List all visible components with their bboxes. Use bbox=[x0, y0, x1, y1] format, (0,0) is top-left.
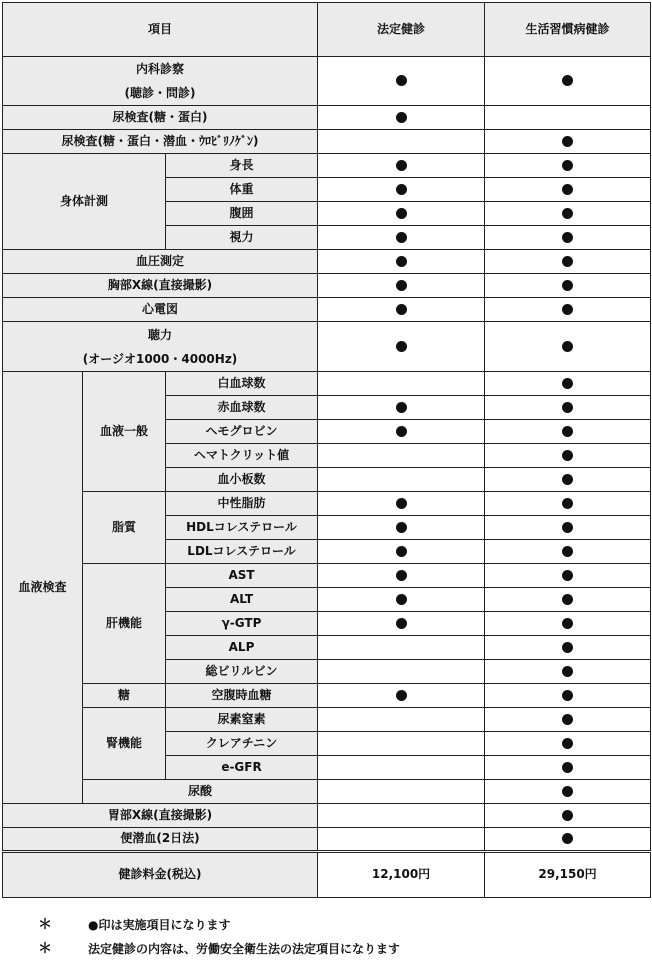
mark-cell bbox=[485, 226, 651, 250]
mark-cell bbox=[485, 154, 651, 178]
fee-legal: 12,100円 bbox=[318, 852, 485, 898]
fee-lifestyle: 29,150円 bbox=[485, 852, 651, 898]
check-dot-icon bbox=[562, 304, 573, 315]
check-dot-icon bbox=[396, 546, 407, 557]
check-dot-icon bbox=[562, 810, 573, 821]
check-dot-icon bbox=[562, 738, 573, 749]
header-item: 項目 bbox=[3, 3, 318, 57]
checkup-table bbox=[2, 2, 651, 898]
mark-cell bbox=[318, 154, 485, 178]
check-dot-icon bbox=[562, 666, 573, 677]
check-dot-icon bbox=[396, 426, 407, 437]
item-label: 血小板数 bbox=[166, 468, 318, 492]
item-label: e-GFR bbox=[166, 756, 318, 780]
mark-cell bbox=[318, 322, 485, 372]
check-dot-icon bbox=[562, 450, 573, 461]
check-dot-icon bbox=[562, 833, 573, 844]
mark-cell bbox=[318, 468, 485, 492]
row-label-hearing bbox=[3, 322, 318, 372]
check-dot-icon bbox=[562, 136, 573, 147]
mark-cell bbox=[485, 564, 651, 588]
mark-cell bbox=[318, 708, 485, 732]
check-dot-icon bbox=[562, 570, 573, 581]
check-dot-icon bbox=[396, 304, 407, 315]
check-dot-icon bbox=[396, 232, 407, 243]
mark-cell bbox=[318, 396, 485, 420]
mark-cell bbox=[485, 178, 651, 202]
item-label: ヘモグロビン bbox=[166, 420, 318, 444]
item-label: γ-GTP bbox=[166, 612, 318, 636]
mark-cell bbox=[318, 756, 485, 780]
mark-cell bbox=[318, 226, 485, 250]
mark-cell bbox=[318, 660, 485, 684]
check-dot-icon bbox=[396, 498, 407, 509]
mark-cell bbox=[485, 274, 651, 298]
check-dot-icon bbox=[562, 618, 573, 629]
mark-cell bbox=[485, 660, 651, 684]
mark-cell bbox=[485, 588, 651, 612]
mark-cell bbox=[485, 106, 651, 130]
check-dot-icon bbox=[562, 280, 573, 291]
check-dot-icon bbox=[562, 498, 573, 509]
check-dot-icon bbox=[396, 594, 407, 605]
item-label: 中性脂肪 bbox=[166, 492, 318, 516]
mark-cell bbox=[318, 492, 485, 516]
check-dot-icon bbox=[396, 402, 407, 413]
item-label: LDLコレステロール bbox=[166, 540, 318, 564]
row-label-bp: 血圧測定 bbox=[3, 250, 318, 274]
mark-cell bbox=[485, 396, 651, 420]
hearing-line1: 聴力 bbox=[148, 327, 173, 342]
mark-cell bbox=[318, 57, 485, 106]
item-label: 腹囲 bbox=[166, 202, 318, 226]
check-dot-icon bbox=[396, 570, 407, 581]
check-dot-icon bbox=[562, 160, 573, 171]
mark-cell bbox=[485, 516, 651, 540]
check-dot-icon bbox=[396, 618, 407, 629]
row-label-stool: 便潜血(2日法) bbox=[3, 828, 318, 852]
mark-cell bbox=[318, 780, 485, 804]
item-label: 総ビリルビン bbox=[166, 660, 318, 684]
row-label-naika bbox=[3, 57, 318, 106]
mark-cell bbox=[485, 492, 651, 516]
mark-cell bbox=[318, 612, 485, 636]
mark-cell bbox=[485, 130, 651, 154]
mark-cell bbox=[485, 756, 651, 780]
mark-cell bbox=[318, 828, 485, 852]
check-dot-icon bbox=[562, 762, 573, 773]
mark-cell bbox=[485, 298, 651, 322]
mark-cell bbox=[318, 202, 485, 226]
check-dot-icon bbox=[396, 75, 407, 86]
mark-cell bbox=[485, 202, 651, 226]
item-label: 体重 bbox=[166, 178, 318, 202]
mark-cell bbox=[485, 468, 651, 492]
mark-cell bbox=[318, 298, 485, 322]
hearing-line2: (オージオ1000・4000Hz) bbox=[82, 351, 238, 366]
mark-cell bbox=[485, 636, 651, 660]
footnote bbox=[38, 936, 400, 960]
fee-label: 健診料金(税込) bbox=[3, 852, 318, 898]
mark-cell bbox=[485, 780, 651, 804]
mark-cell bbox=[318, 274, 485, 298]
naika-line2: (聴診・問診) bbox=[124, 86, 196, 100]
naika-line1: 内科診察 bbox=[136, 62, 185, 76]
check-dot-icon bbox=[562, 232, 573, 243]
check-dot-icon bbox=[562, 184, 573, 195]
item-label: 身長 bbox=[166, 154, 318, 178]
footnotes bbox=[38, 912, 400, 960]
mark-cell bbox=[485, 322, 651, 372]
check-dot-icon bbox=[396, 184, 407, 195]
row-label-urine2: 尿検査(糖・蛋白・潜血・ｳﾛﾋﾞﾘﾉｹﾞﾝ) bbox=[3, 130, 318, 154]
check-dot-icon bbox=[562, 786, 573, 797]
mark-cell bbox=[485, 250, 651, 274]
check-dot-icon bbox=[396, 256, 407, 267]
check-dot-icon bbox=[562, 75, 573, 86]
footnote-text: 法定健診の内容は、労働安全衛生法の法定項目になります bbox=[88, 941, 401, 956]
mark-cell bbox=[318, 178, 485, 202]
item-label: ALP bbox=[166, 636, 318, 660]
check-dot-icon bbox=[562, 474, 573, 485]
mark-cell bbox=[318, 684, 485, 708]
mark-cell bbox=[318, 564, 485, 588]
mark-cell bbox=[318, 636, 485, 660]
check-dot-icon bbox=[562, 402, 573, 413]
check-dot-icon bbox=[562, 594, 573, 605]
check-dot-icon bbox=[562, 522, 573, 533]
mark-cell bbox=[318, 130, 485, 154]
mark-cell bbox=[485, 420, 651, 444]
row-label-ecg: 心電図 bbox=[3, 298, 318, 322]
check-dot-icon bbox=[562, 341, 573, 352]
item-label: AST bbox=[166, 564, 318, 588]
mark-cell bbox=[485, 708, 651, 732]
mark-cell bbox=[318, 250, 485, 274]
check-dot-icon bbox=[562, 714, 573, 725]
check-dot-icon bbox=[562, 690, 573, 701]
check-dot-icon bbox=[396, 690, 407, 701]
check-dot-icon bbox=[562, 208, 573, 219]
footnote bbox=[38, 912, 400, 936]
footnote-text: ●印は実施項目になります bbox=[88, 917, 231, 932]
asterisk-mark: ＊ bbox=[38, 917, 52, 933]
item-label: 白血球数 bbox=[166, 372, 318, 396]
subgroup-lipid: 脂質 bbox=[83, 492, 166, 564]
mark-cell bbox=[318, 804, 485, 828]
mark-cell bbox=[318, 732, 485, 756]
header-lifestyle: 生活習慣病健診 bbox=[485, 3, 651, 57]
mark-cell bbox=[485, 372, 651, 396]
group-blood-test: 血液検査 bbox=[3, 372, 83, 804]
subgroup-blood-general: 血液一般 bbox=[83, 372, 166, 492]
item-label: クレアチニン bbox=[166, 732, 318, 756]
check-dot-icon bbox=[396, 280, 407, 291]
check-dot-icon bbox=[562, 378, 573, 389]
mark-cell bbox=[485, 540, 651, 564]
row-label-urine1: 尿検査(糖・蛋白) bbox=[3, 106, 318, 130]
mark-cell bbox=[318, 444, 485, 468]
mark-cell bbox=[318, 372, 485, 396]
check-dot-icon bbox=[562, 256, 573, 267]
mark-cell bbox=[318, 588, 485, 612]
subgroup-sugar: 糖 bbox=[83, 684, 166, 708]
row-label-xray: 胸部X線(直接撮影) bbox=[3, 274, 318, 298]
check-dot-icon bbox=[562, 546, 573, 557]
item-label: ALT bbox=[166, 588, 318, 612]
item-label: 尿素窒素 bbox=[166, 708, 318, 732]
mark-cell bbox=[485, 444, 651, 468]
mark-cell bbox=[485, 684, 651, 708]
check-dot-icon bbox=[396, 522, 407, 533]
check-dot-icon bbox=[396, 208, 407, 219]
mark-cell bbox=[485, 804, 651, 828]
subgroup-kidney: 腎機能 bbox=[83, 708, 166, 780]
check-dot-icon bbox=[562, 642, 573, 653]
item-label: HDLコレステロール bbox=[166, 516, 318, 540]
mark-cell bbox=[485, 612, 651, 636]
check-dot-icon bbox=[396, 160, 407, 171]
mark-cell bbox=[318, 540, 485, 564]
mark-cell bbox=[485, 828, 651, 852]
group-body-measure: 身体計測 bbox=[3, 154, 166, 250]
row-label-stomach: 胃部X線(直接撮影) bbox=[3, 804, 318, 828]
item-label: 視力 bbox=[166, 226, 318, 250]
check-dot-icon bbox=[562, 426, 573, 437]
check-dot-icon bbox=[396, 112, 407, 123]
mark-cell bbox=[318, 516, 485, 540]
asterisk-mark: ＊ bbox=[38, 941, 52, 957]
item-label: 赤血球数 bbox=[166, 396, 318, 420]
mark-cell bbox=[318, 106, 485, 130]
item-label: 空腹時血糖 bbox=[166, 684, 318, 708]
mark-cell bbox=[485, 57, 651, 106]
subgroup-liver: 肝機能 bbox=[83, 564, 166, 684]
item-label: ヘマトクリット値 bbox=[166, 444, 318, 468]
header-legal: 法定健診 bbox=[318, 3, 485, 57]
mark-cell bbox=[318, 420, 485, 444]
mark-cell bbox=[485, 732, 651, 756]
check-dot-icon bbox=[396, 341, 407, 352]
row-label-uric: 尿酸 bbox=[83, 780, 318, 804]
